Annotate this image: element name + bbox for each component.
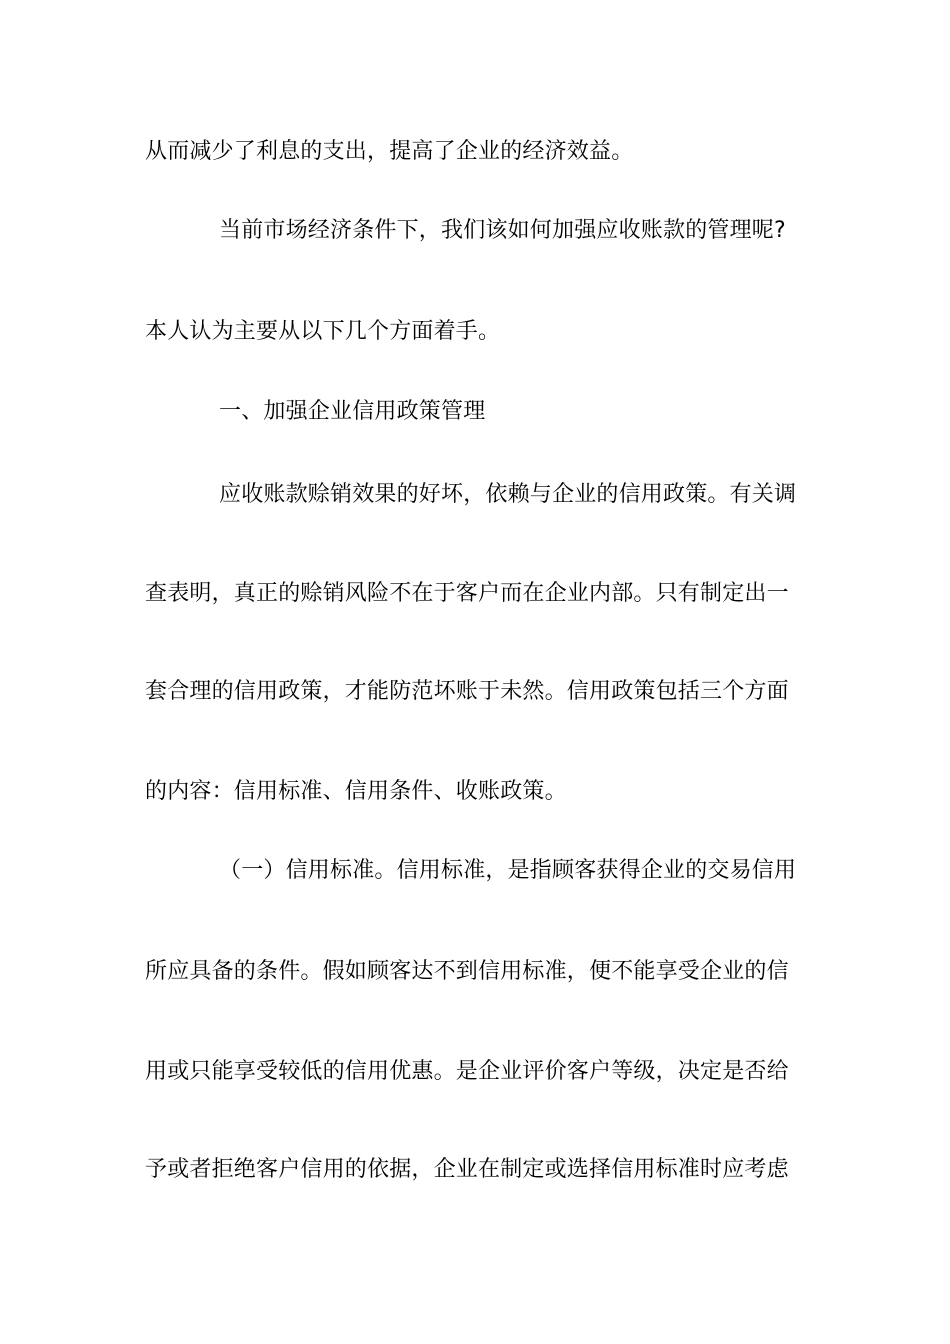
text-line: 用或只能享受较低的信用优惠。是企业评价客户等级，决定是否给: [145, 1059, 789, 1084]
text-line: 本人认为主要从以下几个方面着手。: [145, 319, 501, 344]
subsection-line: （一）信用标准。信用标准，是指顾客获得企业的交易信用: [219, 858, 797, 883]
text-line: 查表明，真正的赊销风险不在于客户而在企业内部。只有制定出一: [145, 581, 789, 606]
text-line: 的内容：信用标准、信用条件、收账政策。: [145, 779, 567, 804]
text-line: 予或者拒绝客户信用的依据，企业在制定或选择信用标准时应考虑: [145, 1157, 789, 1182]
text-line: 所应具备的条件。假如顾客达不到信用标准，便不能享受企业的信: [145, 959, 789, 984]
section-heading: 一、加强企业信用政策管理: [219, 399, 486, 424]
text-line: 套合理的信用政策，才能防范坏账于未然。信用政策包括三个方面: [145, 679, 789, 704]
text-line: 当前市场经济条件下，我们该如何加强应收账款的管理呢?: [219, 218, 786, 243]
text-line: 应收账款赊销效果的好坏，依赖与企业的信用政策。有关调: [219, 482, 797, 507]
text-line: 从而减少了利息的支出，提高了企业的经济效益。: [145, 139, 634, 164]
